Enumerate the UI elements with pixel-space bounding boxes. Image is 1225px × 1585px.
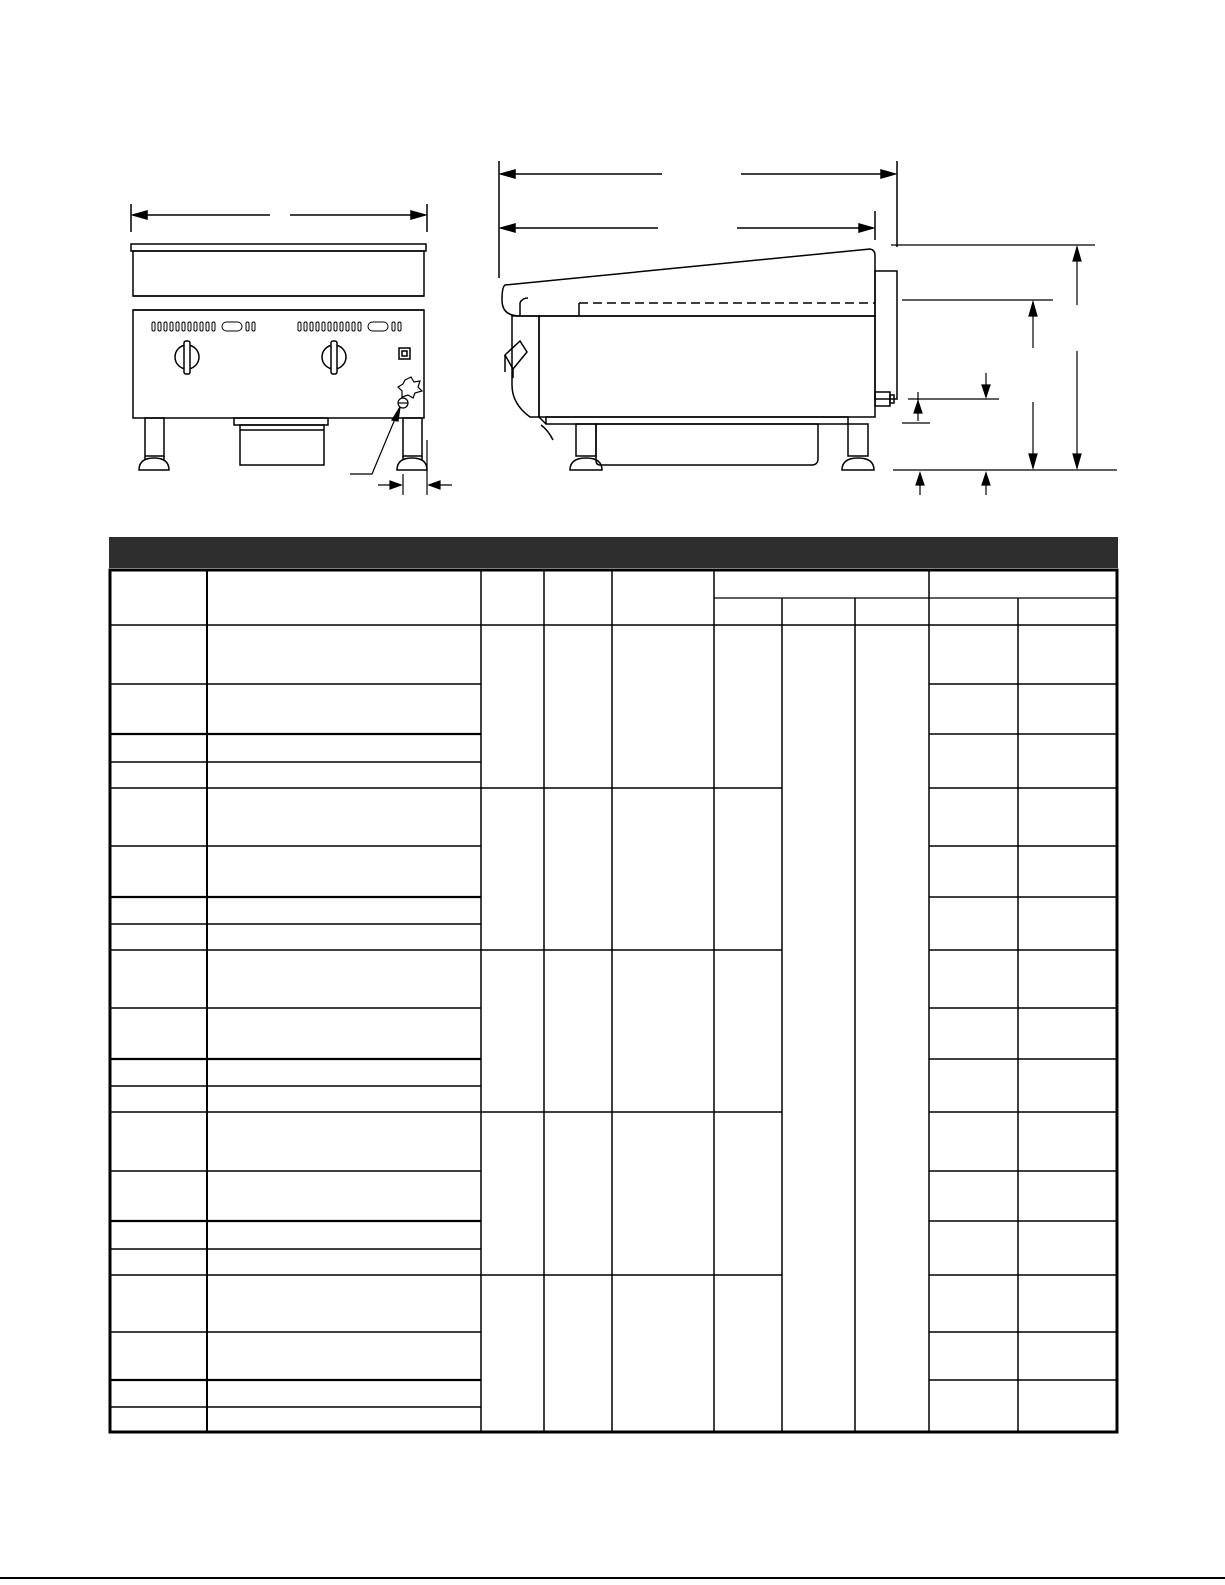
- page-bottom-rule: [0, 1577, 1225, 1579]
